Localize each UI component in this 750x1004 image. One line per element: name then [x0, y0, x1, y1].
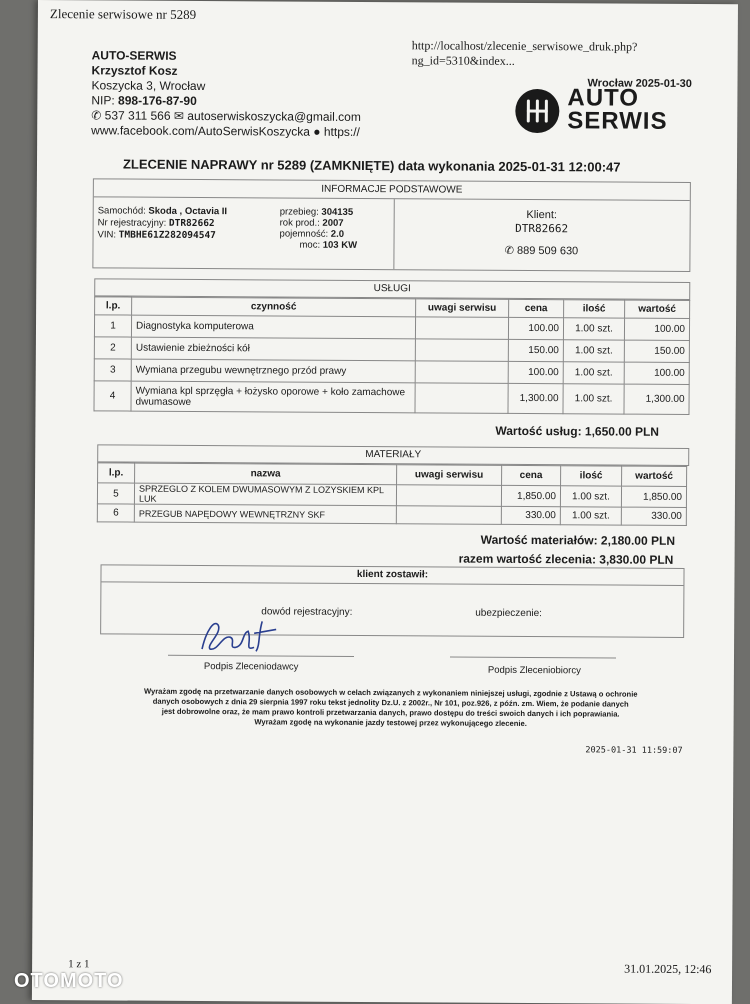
client-left-heading: klient zostawił:	[101, 565, 683, 586]
col-lp: l.p.	[95, 297, 132, 315]
client-signature-label: Podpis Zleceniodawcy	[204, 661, 299, 673]
col-price: cena	[509, 299, 564, 317]
order-title: ZLECENIE NAPRAWY nr 5289 (ZAMKNIĘTE) data wykonania 2025-01-31 12:00:47	[123, 157, 621, 175]
table-row: 5 SPRZEGLO Z KOLEM DWUMASOWYM Z LOZYSKIEM KPL LUK 1,850.00 1.00 szt. 1,850.00	[97, 483, 686, 508]
table-row: 3 Wymiana przegubu wewnętrznego przód prawy 100.00 1.00 szt. 100.00	[94, 359, 689, 385]
table-row: 2 Ustawienie zbieżności kół 150.00 1.00 szt. 150.00	[94, 337, 689, 363]
col-price: cena	[502, 465, 561, 485]
col-notes: uwagi serwisu	[416, 299, 509, 318]
company-contact: ✆ 537 311 566 ✉ autoserwiskoszycka@gmail.com	[91, 108, 361, 125]
company-owner: Krzysztof Kosz	[92, 63, 362, 80]
reg-doc-label: dowód rejestracyjny:	[261, 606, 352, 618]
materials-table	[97, 462, 687, 526]
col-notes: uwagi serwisu	[397, 465, 502, 486]
materials-total: Wartość materiałów: 2,180.00 PLN	[481, 533, 675, 548]
logo-text-auto: AUTO	[567, 87, 639, 109]
auto-serwis-logo	[515, 89, 715, 140]
col-lp: l.p.	[98, 463, 135, 483]
company-info	[91, 48, 361, 140]
contractor-signature-line	[450, 657, 616, 659]
table-row: 4 Wymiana kpl sprzęgła + łożysko oporowe + koło zamachowe dwumasowe 1,300.00 1.00 szt. 1,300.00	[94, 381, 689, 415]
place-date: Wrocław 2025-01-30	[587, 77, 691, 90]
phone-icon: ✆	[91, 108, 101, 122]
company-nip: NIP: 898-176-87-90	[91, 93, 361, 110]
company-web: www.facebook.com/AutoSerwisKoszycka ● https://	[91, 123, 361, 140]
gearbox-icon	[515, 89, 559, 133]
table-row: 1 Diagnostyka komputerowa 100.00 1.00 szt. 100.00	[94, 315, 689, 341]
client-info: Klient: DTR82662 ✆ 889 509 630	[393, 207, 689, 259]
insurance-label: ubezpieczenie:	[475, 608, 542, 619]
col-activity: czynność	[132, 297, 416, 317]
print-page-title: Zlecenie serwisowe nr 5289	[50, 6, 196, 23]
col-name: nazwa	[135, 463, 397, 485]
otomoto-watermark: OTOMOTO	[14, 970, 124, 993]
vehicle-info: Samochód: Skoda , Octavia II Nr rejestracyjny: DTR82662 VIN: TMBHE61Z282094547	[98, 205, 228, 242]
services-total: Wartość usług: 1,650.00 PLN	[495, 424, 659, 439]
globe-icon: ●	[313, 125, 320, 139]
client-signature-image	[184, 611, 294, 662]
print-page-number: 1 z 1	[68, 958, 89, 970]
print-timestamp: 2025-01-31 11:59:07	[585, 745, 682, 756]
logo-text-serwis: SERWIS	[567, 109, 667, 134]
print-url: http://localhost/zlecenie_serwisowe_druk.php?ng_id=5310&index...	[412, 38, 738, 70]
envelope-icon: ✉	[174, 109, 184, 123]
col-value: wartość	[622, 466, 687, 486]
company-address: Koszycka 3, Wrocław	[91, 78, 361, 95]
print-footer-date: 31.01.2025, 12:46	[624, 962, 711, 978]
services-heading: USŁUGI	[94, 278, 690, 300]
materials-heading: MATERIAŁY	[97, 444, 689, 466]
contractor-signature-label: Podpis Zleceniobiorcy	[488, 665, 581, 677]
col-qty: ilość	[564, 300, 625, 318]
col-qty: ilość	[561, 466, 622, 486]
basic-info-box	[92, 178, 691, 272]
services-table	[93, 296, 690, 415]
document-page	[32, 0, 738, 1004]
order-grand-total: razem wartość zlecenia: 3,830.00 PLN	[459, 552, 674, 567]
phone-icon: ✆	[505, 245, 514, 257]
basic-info-heading: INFORMACJE PODSTAWOWE	[94, 179, 690, 201]
data-consent-text: Wyrażam zgodę na przetwarzanie danych osobowych w celach związanych z wykonaniem niniejszej usługi, zgodnie z Ustawą o ochronie danych osobowych z dnia 29 sierpnia 1997 roku tekst jednolity Dz.U. z 2002r., Nr 101, poz.926, z późn. zm. Wiem, że podanie danych jest dobrowolne oraz, że mam prawo kontroli przetwarzania danych, prawo dostępu do treści swoich danych i ich poprawiania. Wyrażam zgodę na wykonanie jazdy testowej przez wykonującego zlecenie.	[78, 686, 704, 730]
col-value: wartość	[625, 300, 690, 318]
table-row: 6 PRZEGUB NAPĘDOWY WEWNĘTRZNY SKF 330.00 1.00 szt. 330.00	[97, 504, 686, 526]
company-name: AUTO-SERWIS	[92, 48, 362, 65]
vehicle-specs: przebieg: 304135 rok prod.: 2007 pojemność: 2.0 moc: 103 KW	[279, 206, 357, 250]
